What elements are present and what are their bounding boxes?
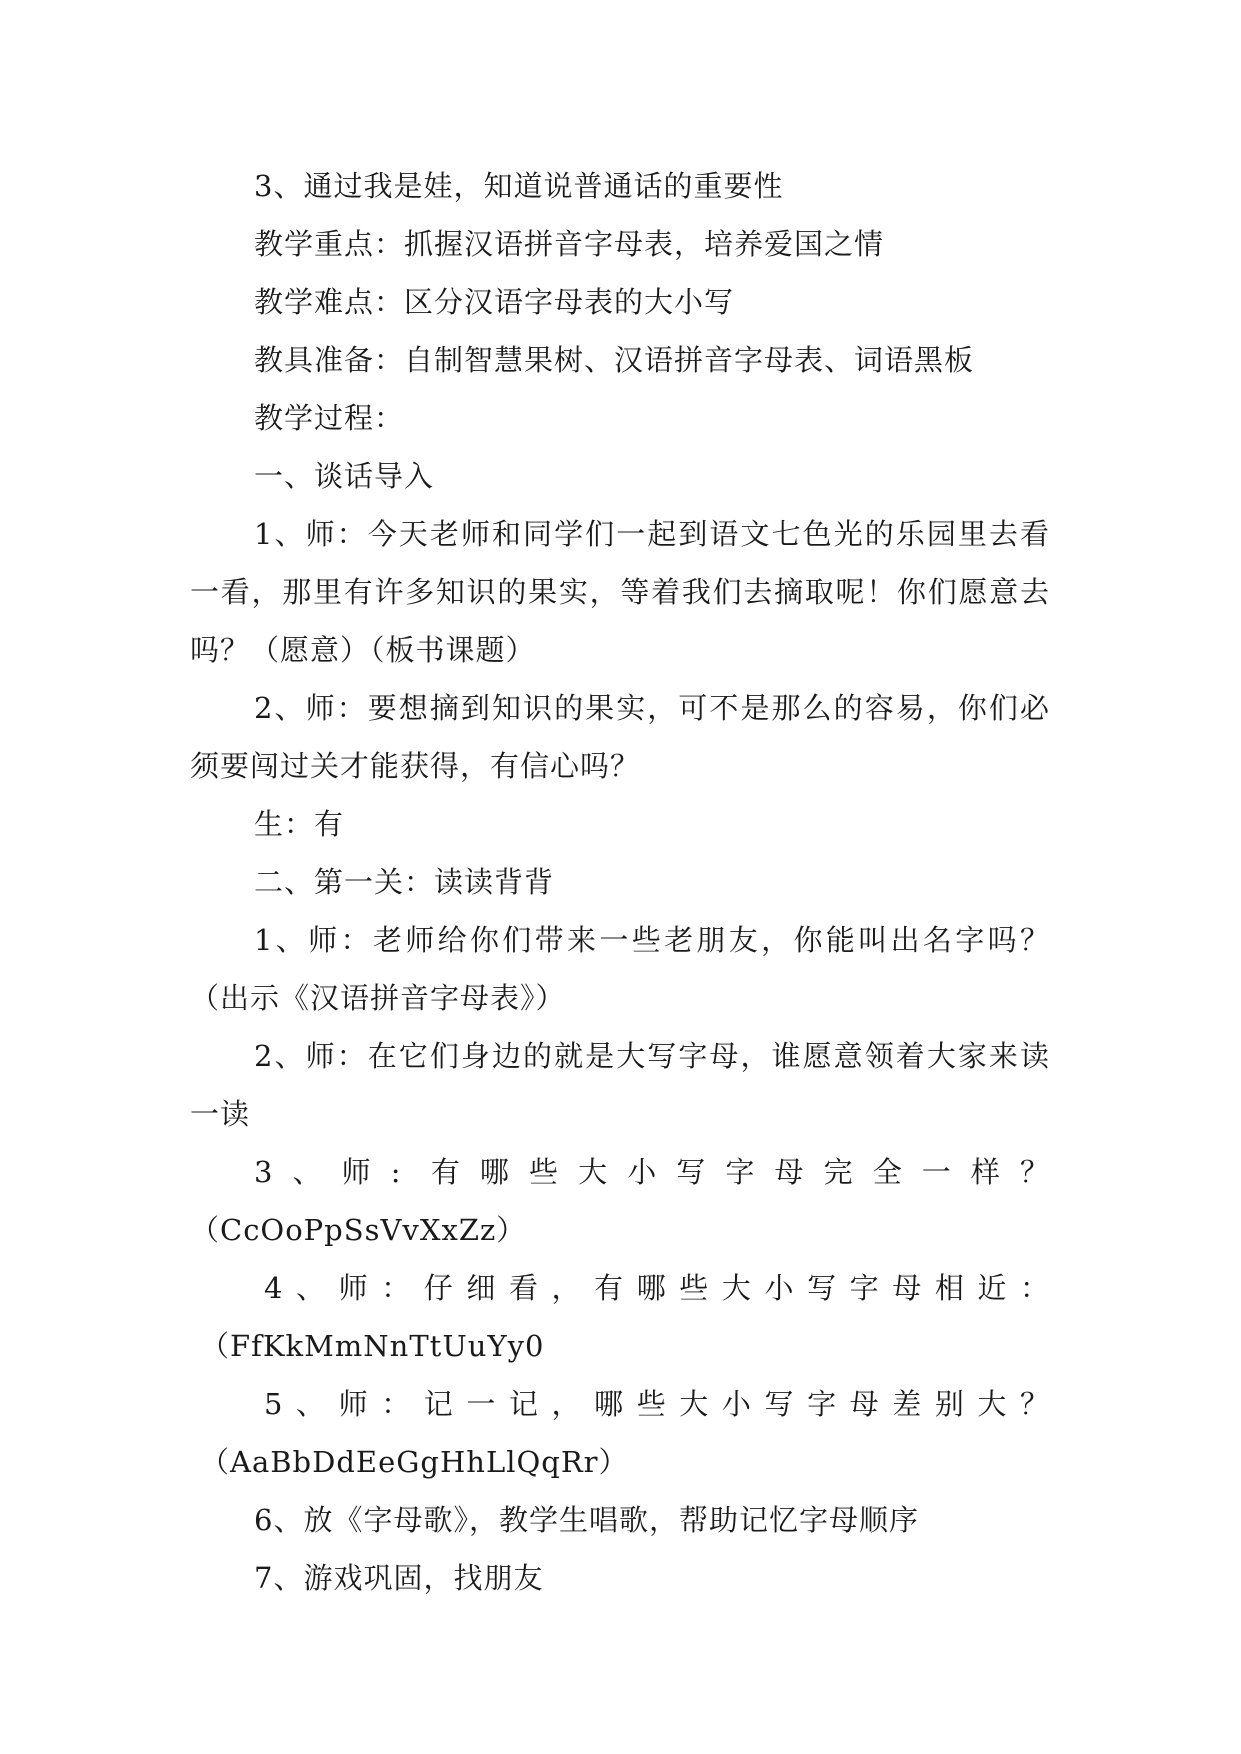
section-2-item-6: 6、放《字母歌》，教学生唱歌，帮助记忆字母顺序 <box>254 1503 919 1537</box>
section-1-heading: 一、谈话导入 <box>254 459 435 493</box>
student-reply: 生：有 <box>254 807 345 841</box>
section-1-item-1: 1、师：今天老师和同学们一起到语文七色光的乐园里去看一看，那里有许多知识的果实，等着我们去摘取呢！你们愿意去吗？（愿意）（板书课题） <box>190 517 1050 667</box>
process-heading: 教学过程： <box>254 401 405 435</box>
section-2-heading: 二、第一关：读读背背 <box>254 865 555 899</box>
difficulty: 教学难点：区分汉语字母表的大小写 <box>254 285 735 319</box>
section-1-item-2: 2、师：要想摘到知识的果实，可不是那么的容易，你们必须要闯过关才能获得，有信心吗？ <box>190 691 1050 783</box>
section-2-item-2: 2、师：在它们身边的就是大写字母，谁愿意领着大家来读一读 <box>190 1039 1050 1131</box>
objective-3: 3、通过我是娃，知道说普通话的重要性 <box>254 169 784 203</box>
section-2-item-1: 1、师：老师给你们带来一些老朋友，你能叫出名字吗？（出示《汉语拼音字母表》） <box>190 923 1050 1015</box>
section-2-item-3: 3、师: 有哪些大小写字母完全一样？（CcOoPpSsVvXxZz） <box>190 1155 1050 1247</box>
materials: 教具准备：自制智慧果树、汉语拼音字母表、词语黑板 <box>254 343 975 377</box>
section-2-item-4: 4、师：仔细看，有哪些大小写字母相近： <box>264 1271 1050 1305</box>
section-2-item-7: 7、游戏巩固，找朋友 <box>254 1561 544 1595</box>
key-point: 教学重点：抓握汉语拼音字母表，培养爱国之情 <box>254 227 885 261</box>
section-2-item-5: 5、师：记一记，哪些大小写字母差别大？ <box>264 1387 1050 1421</box>
lesson-plan-body <box>190 157 1050 1607</box>
section-2-item-4-letters: （FfKkMmNnTtUuYy0 <box>200 1329 545 1363</box>
section-2-item-5-letters: （AaBbDdEeGgHhLlQqRr） <box>200 1445 629 1479</box>
